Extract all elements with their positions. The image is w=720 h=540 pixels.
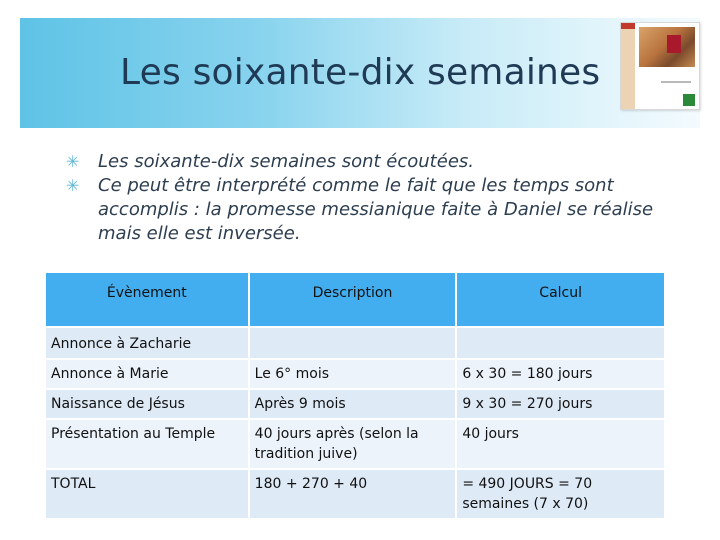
- cell-evenement: Naissance de Jésus: [46, 390, 248, 418]
- cell-calcul: 9 x 30 = 270 jours: [457, 390, 664, 418]
- table-row: [46, 420, 664, 468]
- cell-calcul: [457, 328, 664, 358]
- book-red-tab: [621, 23, 635, 29]
- cell-description: 180 + 270 + 40: [250, 470, 456, 518]
- bullet-item: [66, 150, 666, 174]
- bullet-list: [66, 150, 666, 246]
- bullet-text: Les soixante-dix semaines sont écoutées.: [98, 151, 474, 172]
- events-table: [44, 271, 666, 520]
- cell-description: Le 6° mois: [250, 360, 456, 388]
- cell-calcul: = 490 JOURS = 70 semaines (7 x 70): [457, 470, 664, 518]
- table-row: [46, 390, 664, 418]
- book-cover-icon: [620, 22, 700, 110]
- table-row: [46, 328, 664, 358]
- book-subtitle-line: [661, 81, 691, 83]
- header-evenement: Évènement: [46, 273, 248, 326]
- bullet-text: Ce peut être interprété comme le fait que les temps sont accomplis : la promesse messianique faite à Daniel se réalise mais elle est inversée.: [98, 175, 654, 244]
- cell-description: Après 9 mois: [250, 390, 456, 418]
- book-cover-photo-accent: [667, 35, 681, 53]
- bullet-item: [66, 174, 666, 246]
- header-calcul: Calcul: [457, 273, 664, 326]
- cell-evenement: Annonce à Zacharie: [46, 328, 248, 358]
- cell-calcul: 6 x 30 = 180 jours: [457, 360, 664, 388]
- cell-description: 40 jours après (selon la tradition juive): [250, 420, 456, 468]
- cell-description: [250, 328, 456, 358]
- table-row: [46, 360, 664, 388]
- book-spine: [621, 23, 635, 109]
- asterisk-icon: ✳: [66, 152, 80, 171]
- cell-calcul: 40 jours: [457, 420, 664, 468]
- table-row: [46, 470, 664, 518]
- header-description: Description: [250, 273, 456, 326]
- table-header-row: [46, 273, 664, 326]
- cell-evenement: Annonce à Marie: [46, 360, 248, 388]
- asterisk-icon: ✳: [66, 176, 80, 195]
- cell-evenement: TOTAL: [46, 470, 248, 518]
- cell-evenement: Présentation au Temple: [46, 420, 248, 468]
- slide-title: Les soixante-dix semaines: [120, 52, 601, 93]
- book-green-logo: [683, 94, 695, 106]
